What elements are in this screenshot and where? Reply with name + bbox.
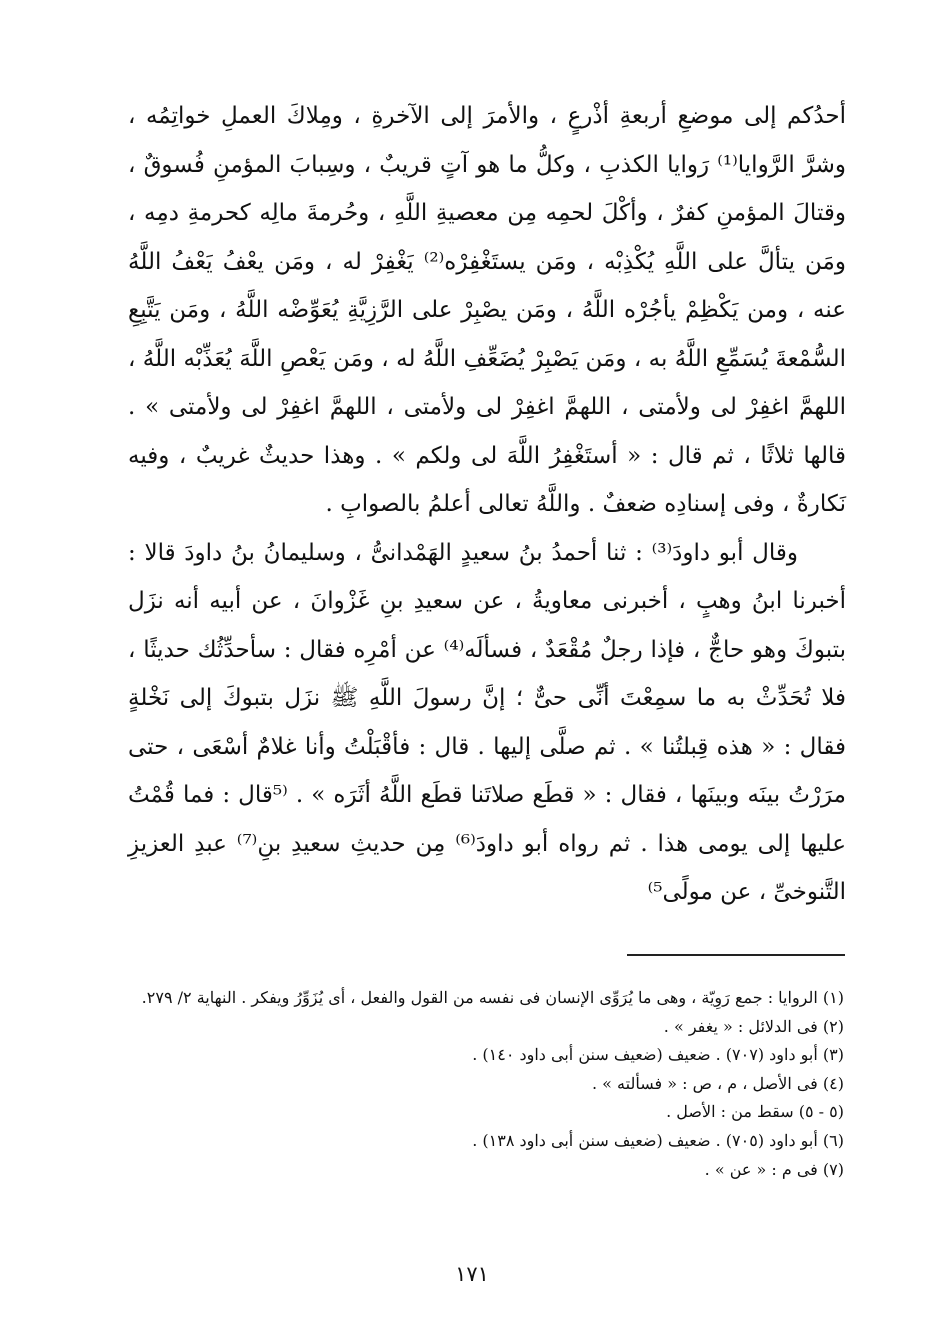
footnote: (٧) فى م : « عن » . (704, 1159, 844, 1179)
footnote: (٣) أبو داود (٧٠٧) . ضعيف (ضعيف سنن أبى داود ١٤٠) . (472, 1045, 844, 1065)
footnote-separator (627, 954, 845, 956)
footnote: (١) الروايا : جمع رَوِيّة ، وهى ما يُرَوِّى الإنسان فى نفسه من القول والفعل ، أى يُزَوِّرُ ويفكر . النهاية ٢/ ٢٧٩. (141, 988, 844, 1007)
main-text (128, 92, 846, 917)
footnote: (٢) فى الدلائل : « يغفر » . (663, 1016, 844, 1036)
footnote: (٤) فى الأصل ، م ، ص : « فسألته » . (592, 1073, 844, 1093)
page-number: ١٧١ (455, 1262, 489, 1286)
paragraph: أحدُكم إلى موضعِ أربعةِ أذْرعٍ ، والأمرَ إلى الآخرةِ ، ومِلاكَ العملِ خواتِمُه ، وشرَّ الرَّوايا⁽¹⁾ رَوايا الكذبِ ، وكلُّ ما هو آتٍ قريبٌ ، وسِبابَ المؤمنِ فُسوقٌ ، وقتالَ المؤمنِ كفرٌ ، وأكْلَ لحمِه مِن معصيةِ اللَّهِ ، وحُرمةَ مالِه كحرمةِ دمِه ، ومَن يتألَّ على اللَّهِ يُكْذِبْه ، ومَن يستَغْفِرْه⁽²⁾ يَغْفِرْ له ، ومَن يعْفُ يَعْفُ اللَّهُ عنه ، ومن يَكْظِمْ يأجُرْه اللَّهُ ، ومَن يصْبِرْ على الرَّزِيَّةِ يُعَوِّضْه اللَّهُ ، ومَن يَتَّبِعِ السُّمْعةَ يُسَمِّعِ اللَّهُ به ، ومَن يَصْبِرْ يُضَعِّفِ اللَّهُ له ، ومَن يَعْصِ اللَّهَ يُعَذِّبْه اللَّهُ ، اللهمَّ اغفِرْ لى ولأمتى ، اللهمَّ اغفِرْ لى ولأمتى ، اللهمَّ اغفِرْ لى ولأمتى » . قالها ثلاثًا ، ثم قال : « أستَغْفِرُ اللَّهَ لى ولكم » . وهذا حديثٌ غريبٌ ، وفيه نَكارةٌ ، وفى إسنادِه ضعفٌ . واللَّهُ تعالى أعلمُ بالصوابِ . (128, 103, 846, 517)
footnote: (٦) أبو داود (٧٠٥) . ضعيف (ضعيف سنن أبى داود ١٣٨) . (472, 1130, 844, 1150)
footnotes (118, 984, 844, 1184)
paragraph: وقال أبو داودَ⁽³⁾ : ثنا أحمدُ بنُ سعيدٍ الهَمْدانىُّ ، وسليمانُ بنُ داودَ قالا : أخبرنا ابنُ وهبٍ ، أخبرنى معاويةُ ، عن سعيدِ بنِ غَزْوانَ ، عن أبيه أنه نزَل بتبوكَ وهو حاجٌّ ، فإذا رجلٌ مُقْعَدٌ ، فسألَه⁽⁴⁾ عن أمْرِه فقال : سأحدِّثُك حديثًا ، فلا تُحَدِّثْ به ما سمِعْتَ أنِّى حىٌّ ؛ إنَّ رسولَ اللَّهِ ﷺ نزَل بتبوكَ إلى نَخْلةٍ فقال : « هذه قِبلتُنا » . ثم صلَّى إليها . قال : فأقْبَلْتُ وأنا غلامٌ أسْعَى ، حتى مرَرْتُ بينَه وبينَها ، فقال : « قطَع صلاتَنا قطَع اللَّهُ أثَرَه » . ⁽⁵قال : فما قُمْتُ عليها إلى يومى هذا . ثم رواه أبو داودَ⁽⁶⁾ مِن حديثِ سعيدِ بنِ⁽⁷⁾ عبدِ العزيزِ التَّنوخىِّ ، عن مولًى⁵⁾ (128, 539, 847, 905)
footnote: (٥ - ٥) سقط من : الأصل . (666, 1102, 844, 1122)
